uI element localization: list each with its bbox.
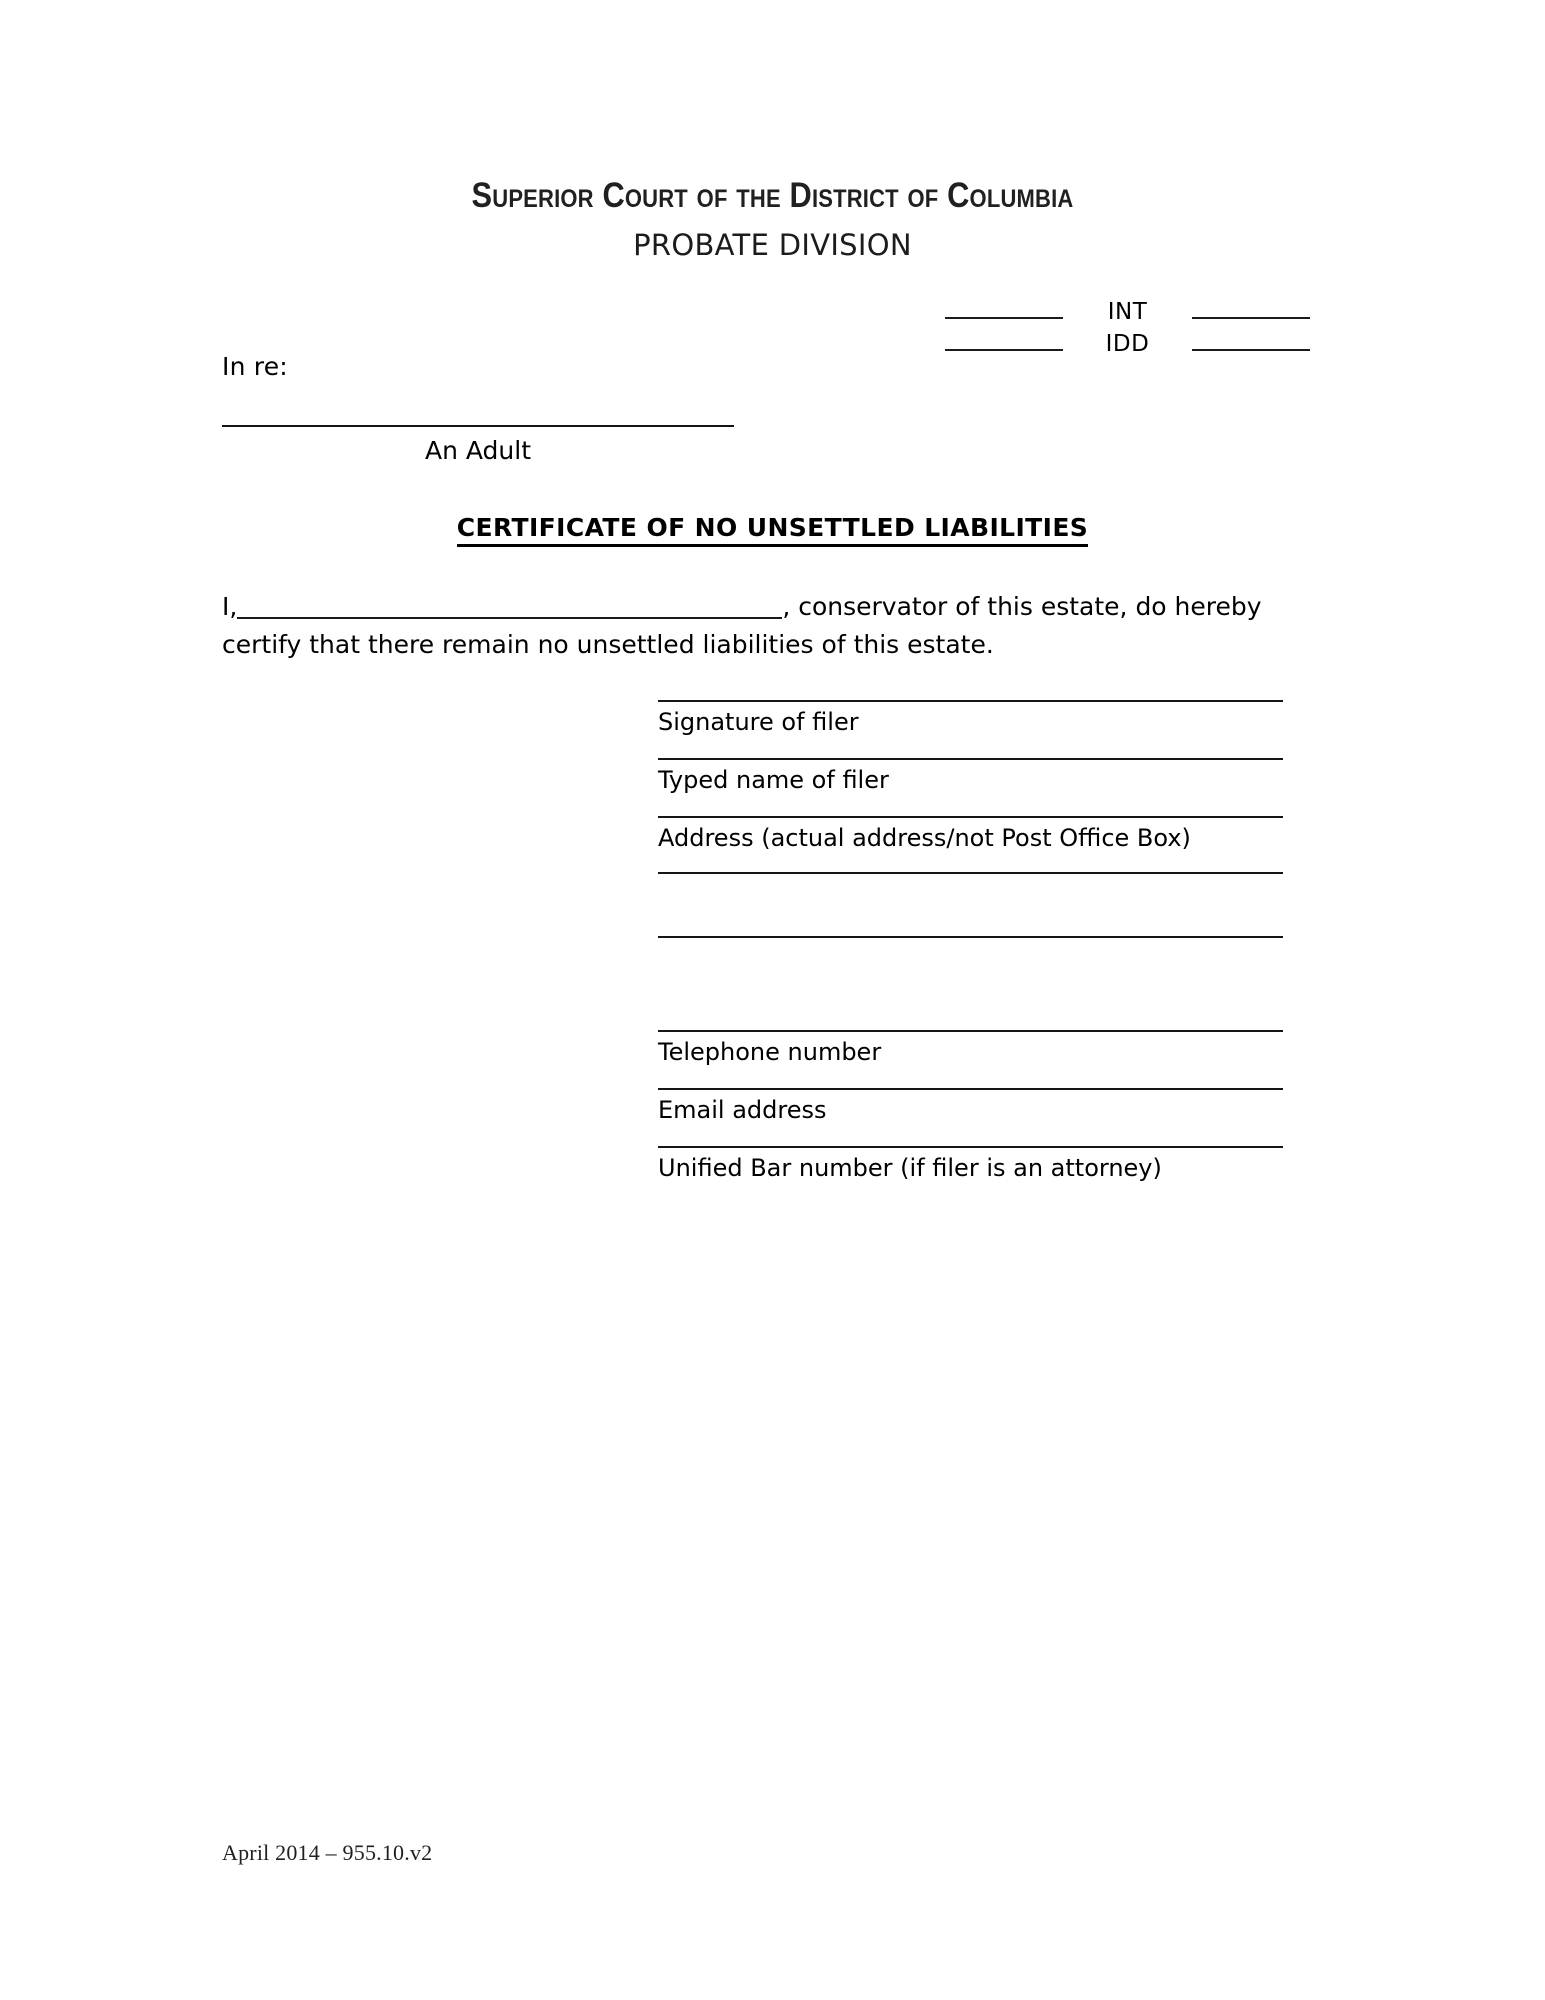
page-title — [0, 513, 1545, 542]
typed-name-of-filer-label: Typed name of filer — [658, 766, 889, 794]
address-line-2-label — [658, 874, 1283, 879]
field-address-line-3 — [658, 936, 1283, 943]
int-left-blank[interactable] — [945, 316, 1063, 319]
field-email-address — [658, 1088, 1283, 1125]
spacer — [658, 943, 1283, 1030]
spacer — [658, 1125, 1283, 1146]
idd-right-blank[interactable] — [1192, 348, 1310, 351]
subject-caption: An Adult — [424, 436, 532, 465]
paragraph-lead-in: I, — [222, 592, 238, 621]
field-unified-bar-number — [658, 1146, 1283, 1183]
signature-block — [658, 700, 1283, 1183]
field-address — [658, 816, 1283, 853]
spacer — [658, 853, 1283, 872]
address-line-3-label — [658, 938, 1283, 943]
field-typed-name-of-filer — [658, 758, 1283, 795]
idd-left-blank[interactable] — [945, 348, 1063, 351]
division-title: PROBATE DIVISION — [633, 228, 912, 262]
case-number-block — [945, 292, 1310, 356]
field-telephone-number — [658, 1030, 1283, 1067]
int-right-blank[interactable] — [1192, 316, 1310, 319]
spacer — [658, 737, 1283, 758]
signature-of-filer-label: Signature of filer — [658, 708, 859, 736]
field-address-line-2 — [658, 872, 1283, 879]
paragraph-remainder: , conservator of this estate, do hereby certify that there remain no unsettled liabilities of this estate. — [222, 592, 1262, 659]
court-title: Superior Court of the District of Columbia — [471, 176, 1074, 215]
form-version-code: April 2014 – 955.10.v2 — [222, 1840, 433, 1865]
certification-paragraph — [222, 588, 1277, 664]
idd-label: IDD — [1105, 331, 1150, 357]
email-address-label: Email address — [658, 1096, 827, 1124]
unified-bar-number-label: Unified Bar number (if filer is an attorney) — [658, 1154, 1162, 1182]
field-signature-of-filer — [658, 700, 1283, 737]
in-re-label: In re: — [222, 352, 288, 381]
spacer — [658, 879, 1283, 936]
spacer — [658, 1067, 1283, 1088]
int-label: INT — [1107, 299, 1148, 325]
in-re-name-blank[interactable] — [222, 425, 734, 427]
case-number-row-int — [945, 292, 1310, 324]
page-title-text: CERTIFICATE OF NO UNSETTLED LIABILITIES — [457, 513, 1088, 547]
address-label: Address (actual address/not Post Office Box) — [658, 824, 1191, 852]
spacer — [658, 795, 1283, 816]
case-number-row-idd — [945, 324, 1310, 356]
conservator-name-blank[interactable] — [237, 592, 782, 619]
telephone-number-label: Telephone number — [658, 1038, 882, 1066]
